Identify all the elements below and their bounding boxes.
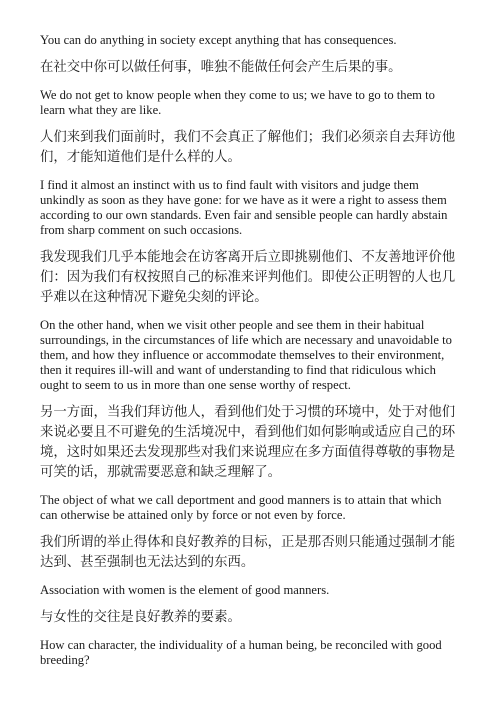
paragraph-zh-3: 我发现我们几乎本能地会在访客离开后立即挑剔他们、不友善地评价他们：因为我们有权按照自己的标准来评判他们。即使公正明智的人也几乎难以在这种情况下避免尖刻的评论。 bbox=[40, 250, 456, 305]
paragraph-en-3: I find it almost an instinct with us to find fault with visitors and judge them unkindly as soon as they have gone: for we have as it were a right to assess them according to our own standards. Even fair and sensible people can hardly abstain from sharp comment on such occasions. bbox=[40, 178, 448, 237]
paragraph-zh-1: 在社交中你可以做任何事，唯独不能做任何会产生后果的事。 bbox=[40, 60, 402, 75]
paragraph-en-2: We do not get to know people when they come to us; we have to go to them to learn what they are like. bbox=[40, 88, 435, 117]
paragraph-zh-4: 另一方面，当我们拜访他人，看到他们处于习惯的环境中，处于对他们来说必要且不可避免的生活境况中，看到他们如何影响或适应自己的环境，这时如果还去发现那些对我们来说理应在多方面值得尊敬的事物是可笑的话，那就需要恶意和缺乏理解了。 bbox=[40, 405, 456, 480]
paragraph-zh-5: 我们所谓的举止得体和良好教养的目标，正是那否则只能通过强制才能达到、甚至强制也无法达到的东西。 bbox=[40, 535, 456, 570]
paragraph-en-7: How can character, the individuality of a human being, be reconciled with good breeding? bbox=[40, 638, 442, 667]
paragraph-en-1: You can do anything in society except anything that has consequences. bbox=[40, 33, 397, 47]
paragraph-en-4: On the other hand, when we visit other people and see them in their habitual surroundings, in the circumstances of life which are necessary and unavoidable to them, and how they influence or accommodate themselves to their environment, then it requires ill-will and want of understanding to find that ridiculous which ought to seem to us in more than one sense worthy of respect. bbox=[40, 318, 452, 392]
paragraph-en-6: Association with women is the element of good manners. bbox=[40, 583, 330, 597]
paragraph-zh-6: 与女性的交往是良好教养的要素。 bbox=[40, 610, 241, 625]
paragraph-zh-2: 人们来到我们面前时，我们不会真正了解他们；我们必须亲自去拜访他们，才能知道他们是什么样的人。 bbox=[40, 130, 456, 165]
paragraph-en-5: The object of what we call deportment and good manners is to attain that which can otherwise be attained only by force or not even by force. bbox=[40, 493, 442, 522]
